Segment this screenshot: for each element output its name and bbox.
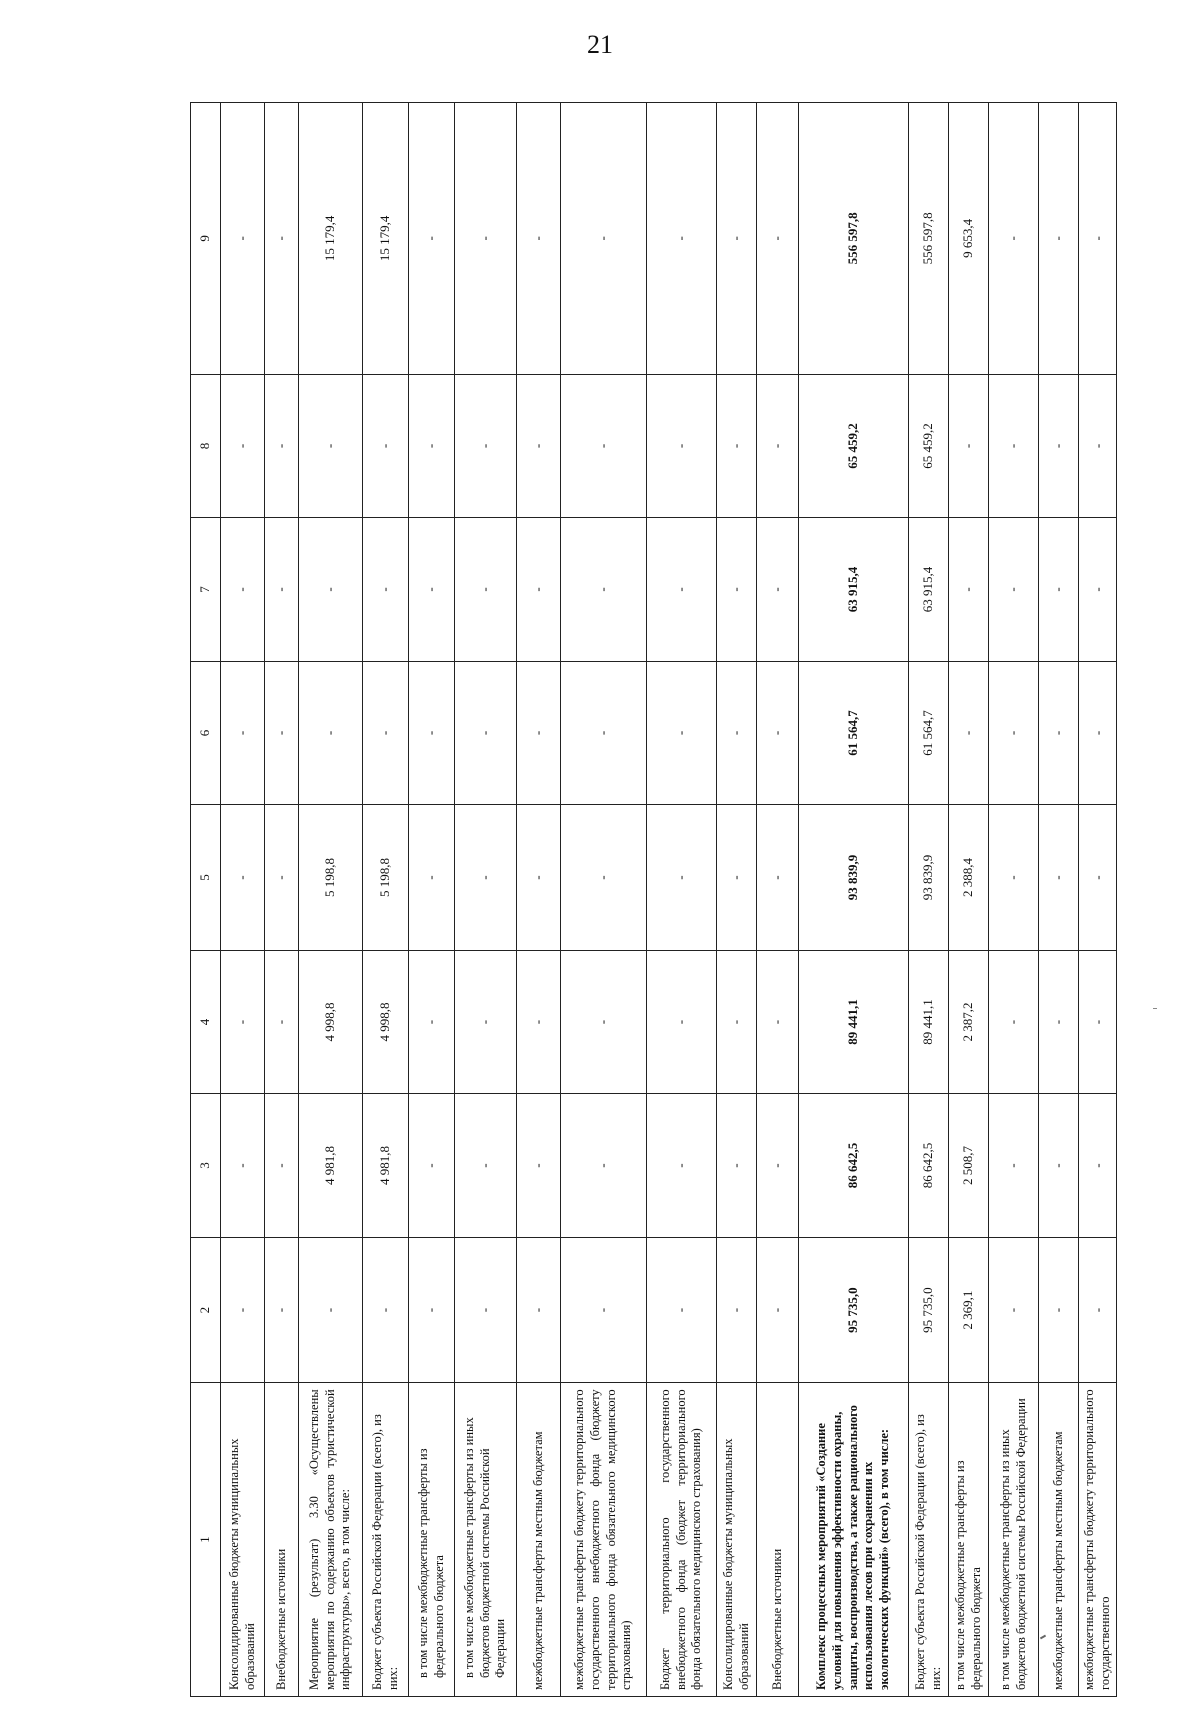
cell-value: -	[455, 805, 517, 951]
cell-value: -	[299, 374, 363, 518]
column-header: 4	[191, 950, 221, 1094]
cell-value: -	[647, 805, 717, 951]
table-header-row	[191, 103, 221, 1697]
cell-value: 2 369,1	[949, 1237, 989, 1383]
table-row	[647, 103, 717, 1697]
cell-value: -	[265, 1094, 299, 1238]
cell-value: -	[717, 950, 757, 1094]
cell-value: -	[949, 661, 989, 805]
cell-value: -	[265, 374, 299, 518]
cell-value: -	[647, 950, 717, 1094]
cell-value: -	[1039, 1237, 1079, 1383]
cell-value: -	[1079, 1094, 1117, 1238]
cell-value: -	[517, 1237, 561, 1383]
cell-value: -	[409, 374, 455, 518]
cell-value: 95 735,0	[909, 1237, 949, 1383]
cell-value: 61 564,7	[799, 661, 909, 805]
row-label: в том числе межбюджетные трансферты из иных бюджетов бюджетной системы Российской Федерации	[455, 1383, 517, 1697]
row-label: Внебюджетные источники	[757, 1383, 799, 1697]
row-label: межбюджетные трансферты местным бюджетам	[1039, 1383, 1079, 1697]
cell-value: -	[757, 805, 799, 951]
cell-value: -	[647, 1237, 717, 1383]
cell-value: -	[561, 950, 647, 1094]
cell-value: -	[265, 661, 299, 805]
cell-value: -	[363, 1237, 409, 1383]
cell-value: 65 459,2	[909, 374, 949, 518]
cell-value: -	[757, 103, 799, 375]
cell-value: -	[299, 518, 363, 662]
scan-dot	[1153, 1008, 1157, 1009]
cell-value: -	[1079, 518, 1117, 662]
cell-value: -	[757, 950, 799, 1094]
cell-value: -	[1039, 1094, 1079, 1238]
row-label: Бюджет субъекта Российской Федерации (всего), из них:	[363, 1383, 409, 1697]
table-row	[265, 103, 299, 1697]
column-header: 8	[191, 374, 221, 518]
row-label: межбюджетные трансферты бюджету территориального государственного	[1079, 1383, 1117, 1697]
table-row	[299, 103, 363, 1697]
table-row	[909, 103, 949, 1697]
cell-value: -	[757, 518, 799, 662]
table-row	[363, 103, 409, 1697]
cell-value: 4 981,8	[363, 1094, 409, 1238]
cell-value: 2 508,7	[949, 1094, 989, 1238]
cell-value: -	[717, 518, 757, 662]
cell-value: -	[757, 1237, 799, 1383]
cell-value: 15 179,4	[299, 103, 363, 375]
cell-value: -	[299, 661, 363, 805]
row-label: Комплекс процессных мероприятий «Создание условий для повышения эффективности охраны, защиты, воспроизводства, а также рационального использования лесов при сохранении их экологических функций» (всего), в том числе:	[799, 1383, 909, 1697]
cell-value: -	[949, 374, 989, 518]
cell-value: -	[1079, 950, 1117, 1094]
cell-value: -	[1079, 805, 1117, 951]
row-label: Мероприятие (результат) 3.30 «Осуществлены мероприятия по содержанию объектов туристической инфраструктуры», всего, в том числе:	[299, 1383, 363, 1697]
cell-value: 556 597,8	[909, 103, 949, 375]
cell-value: -	[363, 661, 409, 805]
cell-value: 4 998,8	[363, 950, 409, 1094]
table-row	[561, 103, 647, 1697]
cell-value: -	[989, 1094, 1039, 1238]
cell-value: -	[717, 374, 757, 518]
cell-value: 95 735,0	[799, 1237, 909, 1383]
cell-value: -	[221, 103, 265, 375]
cell-value: -	[1039, 950, 1079, 1094]
cell-value: -	[1039, 374, 1079, 518]
cell-value: 4 981,8	[299, 1094, 363, 1238]
cell-value: 2 388,4	[949, 805, 989, 951]
cell-value: -	[363, 518, 409, 662]
cell-value: -	[221, 374, 265, 518]
cell-value: -	[455, 103, 517, 375]
cell-value: -	[517, 374, 561, 518]
cell-value: 5 198,8	[363, 805, 409, 951]
cell-value: -	[517, 103, 561, 375]
cell-value: -	[409, 950, 455, 1094]
cell-value: -	[221, 661, 265, 805]
cell-value: -	[989, 103, 1039, 375]
cell-value: -	[561, 1094, 647, 1238]
table-row	[1079, 103, 1117, 1697]
cell-value: -	[1039, 805, 1079, 951]
cell-value: -	[265, 103, 299, 375]
cell-value: -	[517, 805, 561, 951]
cell-value: -	[455, 374, 517, 518]
cell-value: -	[221, 805, 265, 951]
cell-value: -	[717, 661, 757, 805]
cell-value: -	[363, 374, 409, 518]
cell-value: -	[409, 518, 455, 662]
cell-value: -	[647, 374, 717, 518]
cell-value: -	[455, 1094, 517, 1238]
column-header: 5	[191, 805, 221, 951]
cell-value: 556 597,8	[799, 103, 909, 375]
cell-value: -	[1039, 518, 1079, 662]
cell-value: -	[989, 805, 1039, 951]
cell-value: -	[1039, 661, 1079, 805]
row-label: Консолидированные бюджеты муниципальных образований	[221, 1383, 265, 1697]
cell-value: -	[455, 518, 517, 662]
row-label: Бюджет субъекта Российской Федерации (всего), из них:	[909, 1383, 949, 1697]
column-header: 7	[191, 518, 221, 662]
cell-value: -	[989, 1237, 1039, 1383]
cell-value: -	[1039, 103, 1079, 375]
row-label: Консолидированные бюджеты муниципальных образований	[717, 1383, 757, 1697]
cell-value: 5 198,8	[299, 805, 363, 951]
table-row	[949, 103, 989, 1697]
table-row	[757, 103, 799, 1697]
row-label: в том числе межбюджетные трансферты из федерального бюджета	[949, 1383, 989, 1697]
cell-value: 9 653,4	[949, 103, 989, 375]
table-row	[455, 103, 517, 1697]
cell-value: -	[757, 374, 799, 518]
cell-value: -	[517, 518, 561, 662]
cell-value: -	[989, 374, 1039, 518]
cell-value: -	[561, 374, 647, 518]
cell-value: -	[1079, 374, 1117, 518]
table-row	[989, 103, 1039, 1697]
cell-value: -	[221, 1237, 265, 1383]
row-label: межбюджетные трансферты местным бюджетам	[517, 1383, 561, 1697]
cell-value: 4 998,8	[299, 950, 363, 1094]
cell-value: -	[561, 1237, 647, 1383]
cell-value: -	[561, 103, 647, 375]
cell-value: -	[989, 950, 1039, 1094]
rotated-table-container	[190, 102, 1112, 1697]
cell-value: -	[717, 805, 757, 951]
table-row	[717, 103, 757, 1697]
cell-value: -	[221, 1094, 265, 1238]
cell-value: -	[717, 1094, 757, 1238]
cell-value: -	[409, 661, 455, 805]
cell-value: 63 915,4	[909, 518, 949, 662]
cell-value: -	[517, 661, 561, 805]
column-header: 1	[191, 1383, 221, 1697]
column-header: 6	[191, 661, 221, 805]
cell-value: -	[221, 950, 265, 1094]
cell-value: 2 387,2	[949, 950, 989, 1094]
cell-value: 65 459,2	[799, 374, 909, 518]
cell-value: -	[757, 1094, 799, 1238]
cell-value: -	[989, 518, 1039, 662]
cell-value: -	[647, 518, 717, 662]
cell-value: -	[561, 661, 647, 805]
table-row	[221, 103, 265, 1697]
cell-value: -	[299, 1237, 363, 1383]
cell-value: -	[647, 103, 717, 375]
cell-value: -	[455, 661, 517, 805]
cell-value: -	[265, 518, 299, 662]
cell-value: -	[517, 1094, 561, 1238]
row-label: в том числе межбюджетные трансферты из федерального бюджета	[409, 1383, 455, 1697]
cell-value: -	[1079, 661, 1117, 805]
cell-value: 86 642,5	[799, 1094, 909, 1238]
cell-value: -	[409, 805, 455, 951]
cell-value: -	[949, 518, 989, 662]
column-header: 3	[191, 1094, 221, 1238]
cell-value: -	[1079, 1237, 1117, 1383]
table-row	[799, 103, 909, 1697]
cell-value: 61 564,7	[909, 661, 949, 805]
cell-value: 86 642,5	[909, 1094, 949, 1238]
cell-value: -	[717, 1237, 757, 1383]
cell-value: 63 915,4	[799, 518, 909, 662]
cell-value: -	[989, 661, 1039, 805]
cell-value: -	[221, 518, 265, 662]
table-body	[221, 103, 1117, 1697]
cell-value: 89 441,1	[799, 950, 909, 1094]
table-row	[409, 103, 455, 1697]
table-row	[1039, 103, 1079, 1697]
row-label: в том числе межбюджетные трансферты из иных бюджетов бюджетной системы Российской Федерации	[989, 1383, 1039, 1697]
cell-value: -	[717, 103, 757, 375]
cell-value: -	[409, 103, 455, 375]
column-header: 9	[191, 103, 221, 375]
cell-value: -	[455, 950, 517, 1094]
cell-value: -	[647, 1094, 717, 1238]
cell-value: 89 441,1	[909, 950, 949, 1094]
cell-value: -	[561, 805, 647, 951]
cell-value: -	[265, 1237, 299, 1383]
cell-value: 93 839,9	[909, 805, 949, 951]
cell-value: 15 179,4	[363, 103, 409, 375]
row-label: межбюджетные трансферты бюджету территориального государственного внебюджетного фонда (бюджету территориального фонда обязательного медицинского страхования)	[561, 1383, 647, 1697]
cell-value: -	[757, 661, 799, 805]
cell-value: -	[517, 950, 561, 1094]
budget-table	[190, 102, 1117, 1697]
cell-value: -	[409, 1237, 455, 1383]
row-label: Внебюджетные источники	[265, 1383, 299, 1697]
cell-value: -	[455, 1237, 517, 1383]
row-label: Бюджет территориального государственного внебюджетного фонда (бюджет территориального фонда обязательного медицинского страхования)	[647, 1383, 717, 1697]
cell-value: -	[561, 518, 647, 662]
cell-value: -	[647, 661, 717, 805]
table-row	[517, 103, 561, 1697]
cell-value: 93 839,9	[799, 805, 909, 951]
column-header: 2	[191, 1237, 221, 1383]
cell-value: -	[409, 1094, 455, 1238]
cell-value: -	[1079, 103, 1117, 375]
cell-value: -	[265, 805, 299, 951]
cell-value: -	[265, 950, 299, 1094]
page-number: 21	[587, 30, 613, 59]
